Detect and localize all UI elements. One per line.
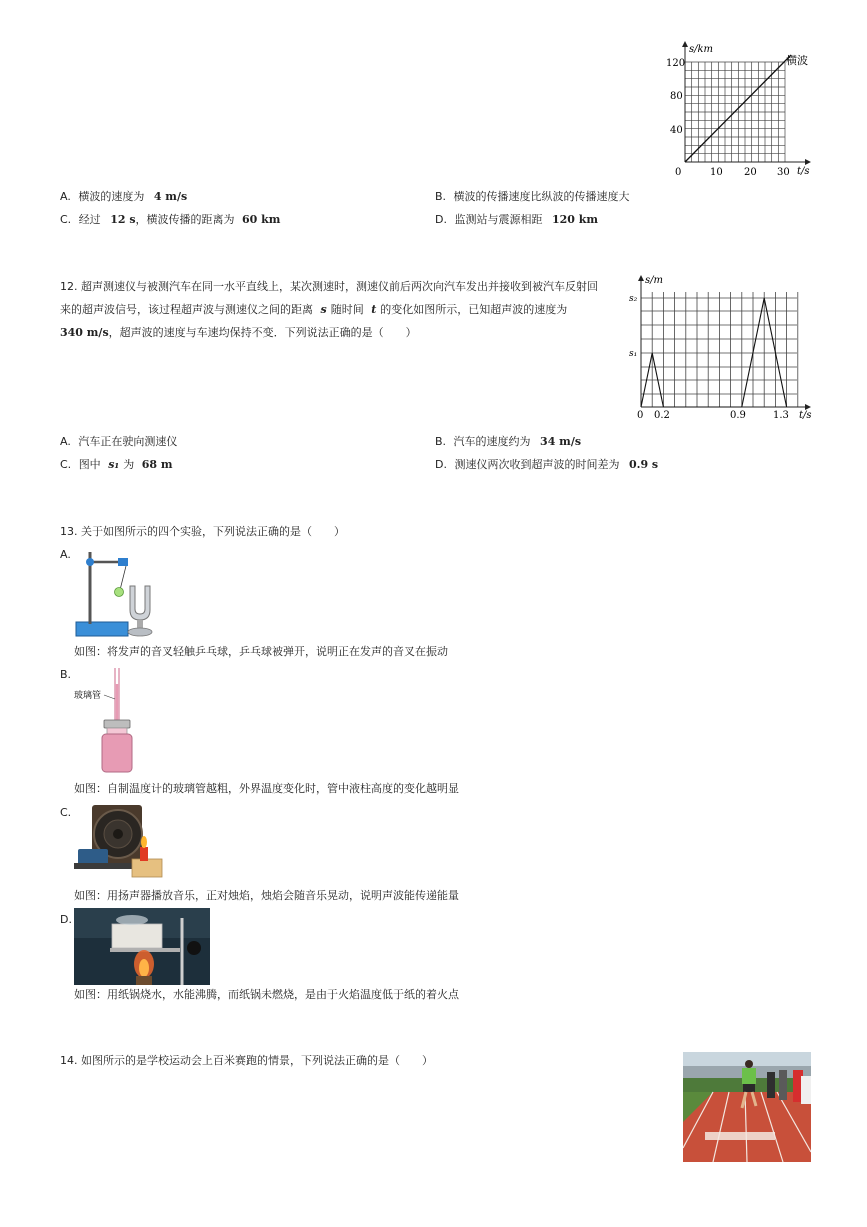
q11-xtick-10: 10 (710, 167, 723, 178)
q12-series-line-ultrasound (641, 298, 787, 407)
q12-xtick-1-3: 1.3 (773, 410, 789, 421)
q12-stem-line2 (60, 302, 567, 318)
q12-option-a[interactable] (60, 434, 177, 450)
q12-xtick-0-2: 0.2 (654, 410, 670, 421)
q12-option-c-symbol: s₁ (108, 458, 120, 471)
q13-stem: 13. 关于如图所示的四个实验，下列说法正确的是（ ） (60, 525, 345, 538)
q12-option-a-letter: A. (60, 435, 71, 448)
q11-option-a-value: 4 m/s (153, 190, 188, 203)
candle (140, 847, 148, 861)
q12-option-b-letter: B. (435, 435, 447, 448)
q11-option-c-text-pre: 经过 (78, 213, 101, 226)
bottle-cap (104, 720, 130, 728)
q12-line3-value: 340 m/s (60, 326, 109, 339)
q12-option-c[interactable] (60, 457, 172, 473)
q12-line2-t: t (371, 303, 377, 316)
q11-ytick-40: 40 (670, 125, 683, 136)
tuning-fork (130, 586, 150, 620)
tuning-fork-stem (137, 620, 143, 628)
stand-base (76, 622, 128, 636)
q13-option-b-letter[interactable]: B. (60, 668, 72, 681)
q11-option-a-text: 横波的速度为 (78, 190, 145, 203)
q11-xtick-20: 20 (744, 167, 757, 178)
q11-option-c-value1: 12 s (110, 213, 136, 226)
q12-line2-pre: 来的超声波信号，该过程超声波与测速仪之间的距离 (60, 303, 313, 316)
bottle-body (102, 734, 132, 772)
q11-y-arrow (682, 41, 688, 47)
q11-ytick-80: 80 (670, 91, 683, 102)
q12-option-b-value: 34 m/s (540, 435, 582, 448)
glass-tube-label: 玻璃管 (74, 691, 102, 701)
stand-clamp (86, 558, 94, 566)
q11-option-c-value2: 60 km (242, 213, 281, 226)
q11-option-b-letter: B. (435, 190, 447, 203)
q12-line2-post: 的变化如图所示，已知超声波的速度为 (380, 303, 568, 316)
tuning-fork-ping-pong-illustration (74, 546, 164, 640)
q11-series-label: 横波 (786, 54, 808, 67)
q11-x-label: t/s (797, 166, 810, 177)
sprint-race-photo (683, 1052, 811, 1162)
spectator-4 (801, 1076, 811, 1104)
runner-shorts (743, 1084, 755, 1092)
runner-shirt (742, 1068, 756, 1084)
q12-option-d-value: 0.9 s (628, 458, 659, 471)
q11-option-c-text-mid: ，横波传播的距离为 (135, 213, 235, 226)
candle-flame (141, 836, 147, 848)
q11-option-b[interactable] (435, 189, 630, 205)
q12-chart (625, 270, 817, 422)
homemade-thermometer-illustration (74, 666, 144, 776)
runner-head (745, 1060, 753, 1068)
q12-stem-line1: 12. 超声测速仪与被测汽车在同一水平直线上，某次测速时，测速仪前后两次向汽车发出并接收到被汽车反射回 (60, 280, 598, 293)
q11-xtick-0: 0 (675, 167, 682, 178)
q12-line2-mid: 随时间 (330, 303, 364, 316)
thread (120, 566, 126, 590)
q11-option-d[interactable] (435, 212, 598, 228)
paper-pot (112, 924, 162, 948)
paper-pot-boiling-illustration (74, 908, 210, 985)
q13-option-c-caption: 如图：用扬声器播放音乐，正对烛焰，烛焰会随音乐晃动，说明声波能传递能量 (74, 889, 459, 902)
q11-chart (655, 38, 815, 180)
spectator-2 (779, 1070, 787, 1100)
table-surface (74, 863, 134, 869)
q12-line2-s: s (320, 303, 327, 316)
burner (136, 976, 152, 985)
q12-option-c-text-mid: 为 (123, 458, 135, 471)
candle-block (132, 859, 162, 877)
q11-option-a[interactable] (60, 189, 187, 205)
q13-option-d-caption: 如图：用纸锅烧水，水能沸腾，而纸锅未燃烧，是由于火焰温度低于纸的着火点 (74, 988, 459, 1001)
q13-option-a-caption: 如图：将发声的音叉轻触乒乓球，乒乓球被弹开，说明正在发声的音叉在振动 (74, 645, 448, 658)
bottle-neck (107, 728, 127, 734)
spectator-1 (767, 1072, 775, 1098)
q12-option-a-text: 汽车正在驶向测速仪 (78, 435, 178, 448)
speaker-candle-illustration (74, 803, 174, 881)
steam (116, 915, 148, 925)
q12-option-d-letter: D. (435, 458, 447, 471)
q11-option-d-text: 监测站与震源相距 (454, 213, 543, 226)
q11-y-label: s/km (689, 44, 714, 55)
q11-option-c-letter: C. (60, 213, 72, 226)
q13-option-d-letter[interactable]: D. (60, 913, 72, 926)
q12-option-b[interactable] (435, 434, 581, 450)
q11-option-d-letter: D. (435, 213, 447, 226)
q11-option-b-text: 横波的传播速度比纵波的传播速度大 (453, 190, 630, 203)
q12-xtick-0: 0 (637, 410, 644, 421)
arm-clip (118, 558, 128, 566)
q13-option-b-caption: 如图：自制温度计的玻璃管越粗，外界温度变化时，管中液柱高度的变化越明显 (74, 782, 459, 795)
q13-option-a-letter[interactable]: A. (60, 548, 71, 561)
lane-number-marking (705, 1132, 775, 1140)
q12-ytick-s1: s₁ (629, 349, 638, 359)
q11-ytick-120: 120 (666, 58, 686, 69)
q12-xtick-0-9: 0.9 (730, 410, 746, 421)
q12-option-b-text: 汽车的速度约为 (453, 435, 531, 448)
tuning-fork-base (128, 628, 152, 636)
q11-option-d-value: 120 km (551, 213, 599, 226)
q12-option-d-text: 测速仪两次收到超声波的时间差为 (454, 458, 620, 471)
q11-x-arrow (805, 159, 811, 165)
q12-y-label: s/m (645, 275, 663, 286)
clamp-knob (187, 941, 201, 955)
q14-stem: 14. 如图所示的是学校运动会上百米赛跑的情景，下列说法正确的是（ ） (60, 1054, 433, 1067)
q12-option-c-value: 68 m (141, 458, 173, 471)
speaker-dust-cap (113, 829, 123, 839)
q12-option-c-letter: C. (60, 458, 72, 471)
q11-option-a-letter: A. (60, 190, 71, 203)
q13-option-c-letter[interactable]: C. (60, 806, 72, 819)
q12-line3-text: ，超声波的速度与车速均保持不变．下列说法正确的是（ ） (108, 326, 417, 339)
flame-inner (139, 959, 149, 977)
ping-pong-ball (115, 588, 124, 597)
q11-xtick-30: 30 (777, 167, 790, 178)
q12-stem-line3 (60, 325, 417, 341)
q12-y-arrow (638, 275, 644, 281)
amplifier (78, 849, 108, 865)
q12-option-c-text-pre: 图中 (78, 458, 101, 471)
q11-option-c[interactable] (60, 212, 280, 228)
label-pointer (104, 695, 115, 699)
q12-x-label: t/s (799, 410, 812, 421)
q12-ytick-s2: s₂ (629, 294, 638, 304)
q12-option-d[interactable] (435, 457, 658, 473)
